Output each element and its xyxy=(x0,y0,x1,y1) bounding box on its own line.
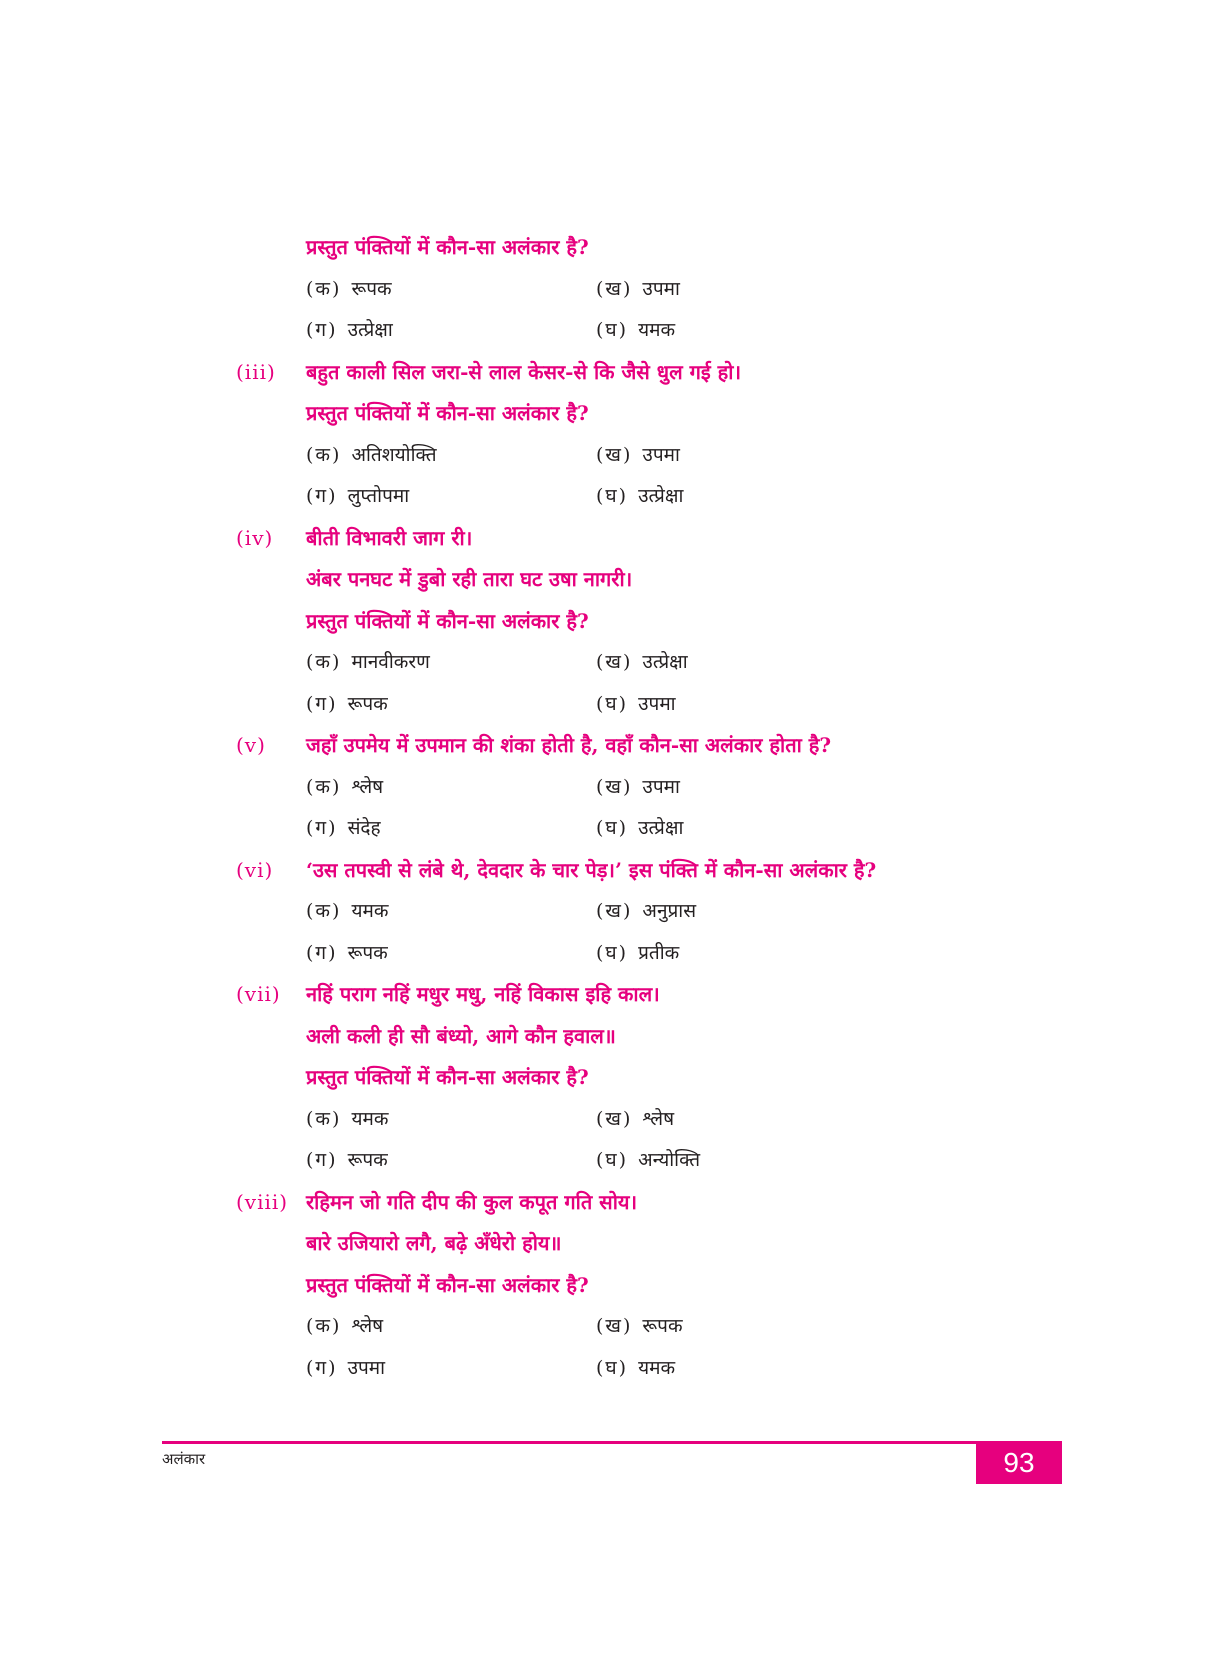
footer-chapter-title: अलंकार xyxy=(162,1450,206,1468)
option-ga: (ग) रूपक xyxy=(306,941,388,964)
option-row xyxy=(0,813,1224,855)
question-prompt xyxy=(0,398,1224,440)
option-ka: (क) श्लेष xyxy=(306,1315,384,1337)
question-number: (iii) xyxy=(236,359,276,384)
option-row xyxy=(0,647,1224,689)
question-iv xyxy=(0,523,1224,565)
option-kha: (ख) उपमा xyxy=(596,443,680,466)
option-gha: (घ) उत्प्रेक्षा xyxy=(596,485,684,507)
option-row xyxy=(0,1353,1224,1395)
option-row xyxy=(0,689,1224,731)
question-line: प्रस्तुत पंक्तियों में कौन-सा अलंकार है? xyxy=(306,1272,589,1297)
question-number: (vii) xyxy=(236,982,281,1006)
option-ka: (क) मानवीकरण xyxy=(306,651,430,673)
question-prompt xyxy=(0,606,1224,648)
question-line: प्रस्तुत पंक्तियों में कौन-सा अलंकार है? xyxy=(306,401,589,425)
question-line: प्रस्तुत पंक्तियों में कौन-सा अलंकार है? xyxy=(306,608,589,633)
question-line-row xyxy=(0,1021,1224,1063)
footer-rule xyxy=(162,1441,1062,1444)
option-kha: (ख) उपमा xyxy=(596,775,680,798)
option-ga: (ग) संदेह xyxy=(306,817,381,839)
option-row xyxy=(0,1311,1224,1353)
option-ka: (क) अतिशयोक्ति xyxy=(306,443,437,466)
question-line: ‘उस तपस्वी से लंबे थे, देवदार के चार पेड़।’ इस पंक्ति में कौन-सा अलंकार है? xyxy=(306,857,877,882)
question-prompt xyxy=(0,232,1224,274)
option-row xyxy=(0,938,1224,980)
option-row xyxy=(0,1145,1224,1187)
page-number: 93 xyxy=(976,1441,1062,1484)
option-ga: (ग) उपमा xyxy=(306,1356,386,1379)
option-ga: (ग) रूपक xyxy=(306,692,388,715)
option-row xyxy=(0,274,1224,316)
question-vi xyxy=(0,855,1224,897)
question-line: बहुत काली सिल जरा-से लाल केसर-से कि जैसे धुल गई हो। xyxy=(306,359,742,384)
question-line: बारे उजियारो लगै, बढ़े अँधेरो होय॥ xyxy=(306,1231,562,1255)
question-vii xyxy=(0,979,1224,1021)
option-kha: (ख) उत्प्रेक्षा xyxy=(596,651,688,673)
option-ga: (ग) उत्प्रेक्षा xyxy=(306,319,393,341)
question-prompt xyxy=(0,1270,1224,1312)
option-row xyxy=(0,481,1224,523)
option-row xyxy=(0,315,1224,357)
question-line: प्रस्तुत पंक्तियों में कौन-सा अलंकार है? xyxy=(306,1065,589,1089)
option-row xyxy=(0,896,1224,938)
option-kha: (ख) उपमा xyxy=(596,277,680,300)
question-list xyxy=(0,232,1224,1394)
question-line: प्रस्तुत पंक्तियों में कौन-सा अलंकार है? xyxy=(306,235,589,259)
option-ka: (क) श्लेष xyxy=(306,775,384,798)
question-number: (viii) xyxy=(236,1189,289,1214)
question-line: नहिं पराग नहिं मधुर मधु, नहिं विकास इहि काल। xyxy=(306,982,660,1006)
option-ka: (क) रूपक xyxy=(306,277,392,300)
question-number: (iv) xyxy=(236,525,274,550)
option-gha: (घ) प्रतीक xyxy=(596,941,680,964)
question-viii xyxy=(0,1187,1224,1229)
option-gha: (घ) यमक xyxy=(596,1356,676,1379)
question-v xyxy=(0,730,1224,772)
question-line-row xyxy=(0,564,1224,606)
option-row xyxy=(0,440,1224,482)
option-kha: (ख) रूपक xyxy=(596,1315,683,1337)
question-number: (vi) xyxy=(236,857,274,882)
option-row xyxy=(0,772,1224,814)
question-prompt xyxy=(0,1062,1224,1104)
question-iii xyxy=(0,357,1224,399)
option-ga: (ग) लुप्तोपमा xyxy=(306,485,410,507)
question-line: बीती विभावरी जाग री। xyxy=(306,525,473,550)
question-line: रहिमन जो गति दीप की कुल कपूत गति सोय। xyxy=(306,1189,638,1214)
question-line: अंबर पनघट में डुबो रही तारा घट उषा नागरी। xyxy=(306,567,633,591)
question-line-row xyxy=(0,1228,1224,1270)
option-kha: (ख) श्लेष xyxy=(596,1107,675,1130)
option-gha: (घ) उपमा xyxy=(596,692,676,715)
option-gha: (घ) उत्प्रेक्षा xyxy=(596,817,684,839)
question-line: जहाँ उपमेय में उपमान की शंका होती है, वहाँ कौन-सा अलंकार होता है? xyxy=(306,733,832,757)
option-gha: (घ) यमक xyxy=(596,319,676,341)
option-ka: (क) यमक xyxy=(306,900,389,922)
option-kha: (ख) अनुप्रास xyxy=(596,900,697,922)
option-gha: (घ) अन्योक्ति xyxy=(596,1149,701,1171)
option-row xyxy=(0,1104,1224,1146)
question-number: (v) xyxy=(236,733,266,757)
option-ka: (क) यमक xyxy=(306,1107,389,1130)
question-line: अली कली ही सौ बंध्यो, आगे कौन हवाल॥ xyxy=(306,1023,616,1048)
option-ga: (ग) रूपक xyxy=(306,1149,388,1171)
